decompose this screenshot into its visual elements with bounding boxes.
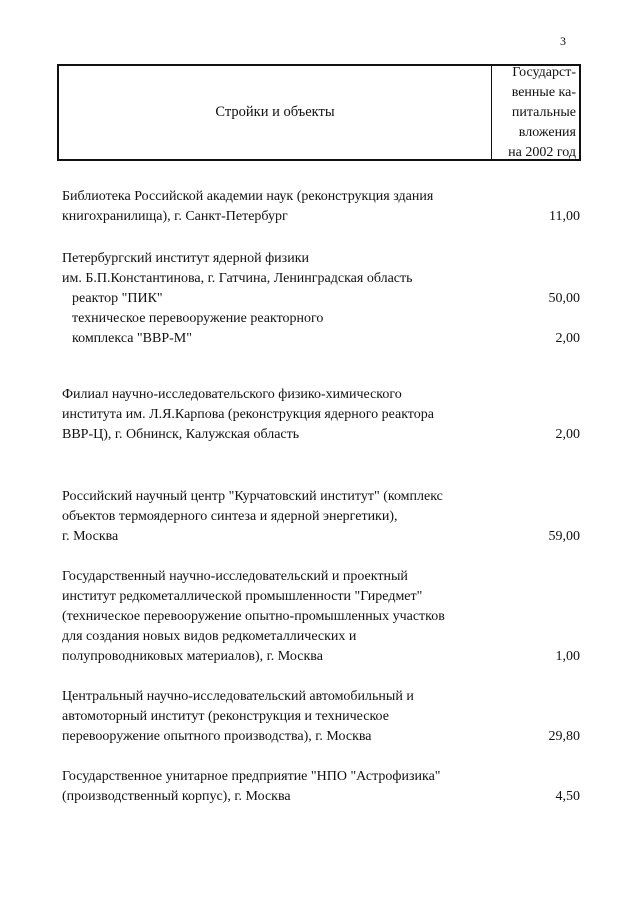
entry-amount: 1,00 [555, 649, 580, 664]
sub-item-vvr-m [62, 329, 582, 349]
page-number: 3 [560, 34, 566, 48]
entry-text-line: института им. Л.Я.Карпова (реконструкция ядерного реактора [62, 407, 434, 422]
header-investments-line: на 2002 год [508, 144, 576, 160]
entry-text-line: Библиотека Российской академии наук (реконструкция здания [62, 189, 434, 204]
entry-text-line: (техническое перевооружение опытно-промышленных участков [62, 609, 445, 624]
entry-kurchatov-institute [62, 487, 582, 547]
entry-text: г. Москва [62, 529, 119, 544]
entry-text-line: Центральный научно-исследовательский автомобильный и [62, 689, 414, 704]
entry-text-line [62, 647, 582, 667]
entry-text-line: Российский научный центр "Курчатовский институт" (комплекс [62, 489, 443, 504]
entry-amount: 4,50 [555, 789, 580, 804]
entry-astrofizika [62, 767, 582, 807]
entry-text-line: Государственное унитарное предприятие "НПО "Астрофизика" [62, 769, 441, 784]
entry-text-line: автомоторный институт (реконструкция и техническое [62, 709, 389, 724]
header-investments-line: Государст- [512, 64, 576, 80]
entry-text-line [62, 787, 582, 807]
entry-text: ВВР-Ц), г. Обнинск, Калужская область [62, 427, 300, 442]
entry-text-line: институт редкометаллической промышленности "Гиредмет" [62, 589, 423, 604]
entry-text-line: Государственный научно-исследовательский и проектный [62, 569, 408, 584]
entry-text-line: Петербургский институт ядерной физики [62, 251, 309, 266]
sub-item-amount: 2,00 [555, 331, 580, 346]
entry-text-line [62, 425, 582, 445]
entry-library-ras [62, 187, 582, 227]
entry-amount: 29,80 [548, 729, 580, 744]
entry-text: полупроводниковых материалов), г. Москва [62, 649, 323, 664]
sub-item-amount: 50,00 [548, 291, 580, 306]
entry-pnpi [62, 249, 582, 349]
entry-giredmet [62, 567, 582, 667]
entry-text: перевооружение опытного производства), г. Москва [62, 729, 372, 744]
header-investments-line: питальные [511, 104, 576, 120]
entry-text: (производственный корпус), г. Москва [62, 789, 291, 804]
entry-text: книгохранилища), г. Санкт-Петербург [62, 209, 288, 224]
entry-amount: 2,00 [555, 427, 580, 442]
sub-item-pik-reactor [62, 289, 582, 309]
entry-karpov-institute [62, 385, 582, 445]
header-investments-line: венные ка- [511, 84, 576, 100]
sub-item-text: комплекса "ВВР-М" [72, 331, 192, 346]
sub-item-text-line: техническое перевооружение реакторного [72, 311, 324, 326]
header-column-investments [491, 66, 579, 159]
entry-amount: 11,00 [549, 209, 580, 224]
entry-text-line: для создания новых видов редкометаллических и [62, 629, 357, 644]
entry-text-line [62, 727, 582, 747]
header-investments-line: вложения [518, 124, 576, 140]
entry-amount: 59,00 [548, 529, 580, 544]
entry-text-line [62, 207, 582, 227]
sub-item-text: реактор "ПИК" [72, 291, 163, 306]
entry-text-line: объектов термоядерного синтеза и ядерной энергетики), [62, 509, 398, 524]
entry-nami [62, 687, 582, 747]
entry-text-line: Филиал научно-исследовательского физико-химического [62, 387, 402, 402]
entry-text-line [62, 527, 582, 547]
entry-text-line: им. Б.П.Константинова, г. Гатчина, Ленинградская область [62, 271, 413, 286]
table-header [57, 64, 581, 161]
header-column-objects: Стройки и объекты [215, 104, 335, 120]
